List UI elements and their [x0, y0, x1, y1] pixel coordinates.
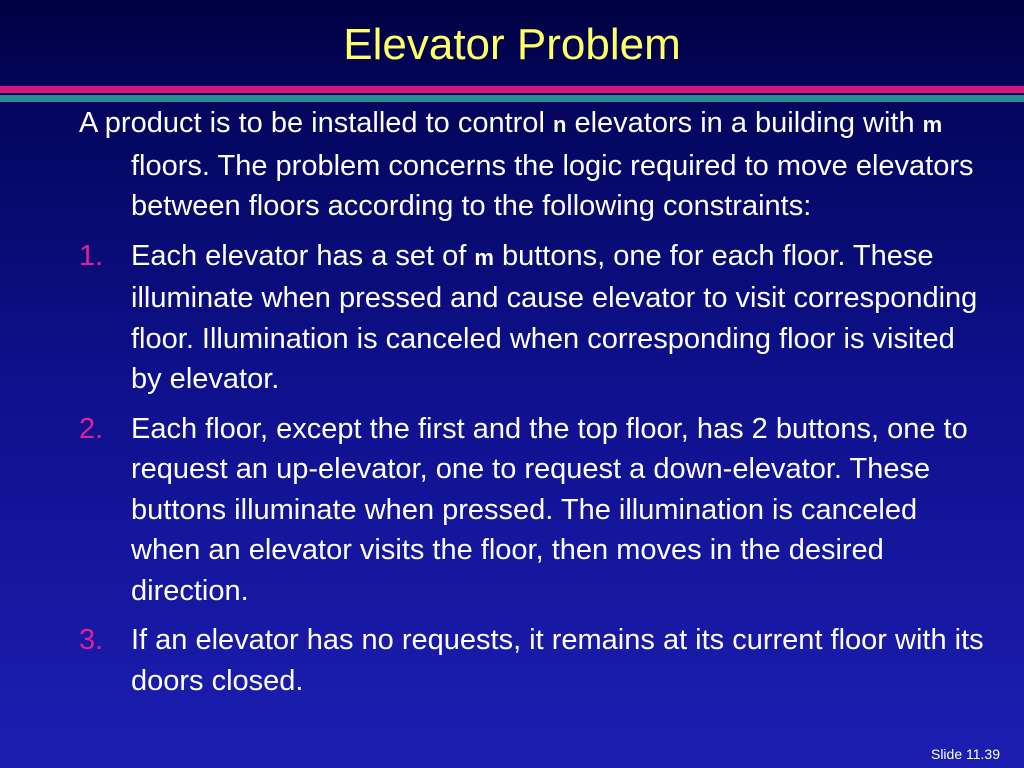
list-number: 1. [79, 239, 104, 272]
intro-text-1: A product is to be installed to control [79, 107, 553, 139]
constraint-text-1a: Each elevator has a set of [131, 239, 475, 272]
title-divider-pink [0, 86, 1024, 93]
constraint-text-2: Each floor, except the first and the top floor, has 2 buttons, one to request an up-elevator, one to request a down-elevator. These buttons illuminate when pressed. The illumination is canceled when an elevator visits the floor, then moves in the desired direction. [131, 412, 968, 607]
variable-m: m [922, 112, 943, 137]
slide-body [79, 103, 984, 710]
variable-m: m [474, 244, 494, 270]
constraint-text-1b: buttons, one for each floor. These illuminate when pressed and cause elevator to visit corresponding floor. Illumination is canceled when corresponding floor is visited by elevator. [131, 239, 978, 395]
intro-text-3: floors. The problem concerns the logic required to move elevators between floors according to the following constraints: [131, 149, 974, 222]
variable-n: n [552, 112, 567, 137]
intro-text-2: elevators in a building with [566, 107, 923, 139]
list-number: 3. [79, 624, 104, 656]
title-divider-teal [0, 95, 1024, 102]
constraint-text-3: If an elevator has no requests, it remains at its current floor with its doors closed. [131, 624, 984, 697]
constraint-item-2 [79, 409, 984, 612]
constraint-item-3 [79, 620, 984, 701]
list-number: 2. [79, 412, 104, 445]
intro-paragraph [79, 103, 984, 227]
constraint-item-1 [79, 236, 984, 400]
slide-number: Slide 11.39 [930, 746, 1000, 762]
slide-title: Elevator Problem [343, 20, 681, 69]
